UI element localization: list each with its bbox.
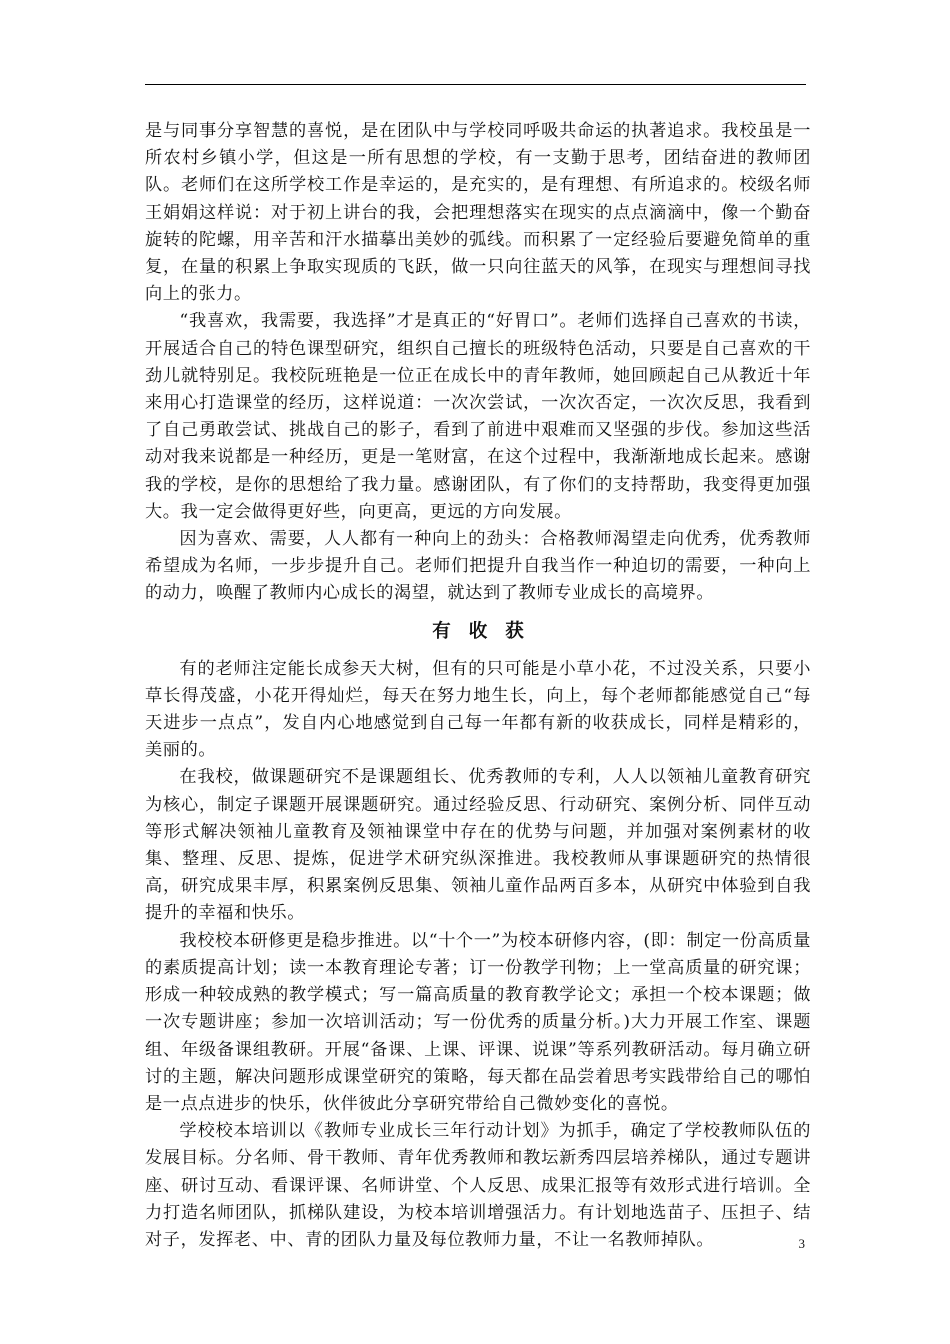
section-heading: 有收获 — [432, 620, 542, 642]
paragraph: 因为喜欢、需要，人人都有一种向上的劲头：合格教师渴望走向优秀，优秀教师希望成为名师，一步步提升自己。老师们把提升自我当作一种迫切的需要，一种向上的动力，唤醒了教师内心成长的渴望，就达到了教师专业成长的高境界。 — [145, 529, 811, 604]
paragraph: 学校校本培训以《教师专业成长三年行动计划》为抓手，确定了学校教师队伍的发展目标。分名师、骨干教师、青年优秀教师和教坛新秀四层培养梯队，通过专题讲座、研讨互动、看课评课、名师讲堂、个人反思、成果汇报等有效形式进行培训。全力打造名师团队，抓梯队建设，为校本培训增强活力。有计划地选苗子、压担子、结对子，发挥老、中、青的团队力量及每位教师力量，不让一名教师掉队。 — [145, 1121, 811, 1250]
paragraph: 在我校，做课题研究不是课题组长、优秀教师的专利，人人以领袖儿童教育研究为核心，制定子课题开展课题研究。通过经验反思、行动研究、案例分析、同伴互动等形式解决领袖儿童教育及领袖课堂中存在的优势与问题，并加强对案例素材的收集、整理、反思、提炼，促进学术研究纵深推进。我校教师从事课题研究的热情很高，研究成果丰厚，积累案例反思集、领袖儿童作品两百多本，从研究中体验到自我提升的幸福和快乐。 — [145, 767, 811, 924]
paragraph: “我喜欢，我需要，我选择”才是真正的“好胃口”。老师们选择自己喜欢的书读，开展适合自己的特色课型研究，组织自己擅长的班级特色活动，只要是自己喜欢的干劲儿就特别足。我校阮班艳是一位正在成长中的青年教师，她回顾起自己从教近十年来用心打造课堂的经历，这样说道：一次次尝试，一次次否定，一次次反思，我看到了自己勇敢尝试、挑战自己的影子，看到了前进中艰难而又坚强的步伐。参加这些活动对我来说都是一种经历，更是一笔财富，在这个过程中，我渐渐地成长起来。感谢我的学校，是你的思想给了我力量。感谢团队，有了你们的支持帮助，我变得更加强大。我一定会做得更好些，向更高，更远的方向发展。 — [145, 311, 811, 522]
paragraph: 有的老师注定能长成参天大树，但有的只可能是小草小花，不过没关系，只要小草长得茂盛，小花开得灿烂，每天在努力地生长，向上，每个老师都能感觉自己“每天进步一点点”，发自内心地感觉到自己每一年都有新的收获成长，同样是精彩的，美丽的。 — [145, 658, 811, 761]
document-body — [145, 118, 811, 1254]
page-number: 3 — [798, 1236, 805, 1251]
header-rule — [145, 84, 806, 85]
paragraph: 是与同事分享智慧的喜悦，是在团队中与学校同呼吸共命运的执著追求。我校虽是一所农村乡镇小学，但这是一所有思想的学校，有一支勤于思考，团结奋进的教师团队。老师们在这所学校工作是幸运的，是充实的，是有理想、有所追求的。校级名师王娟娟这样说：对于初上讲台的我，会把理想落实在现实的点点滴滴中，像一个勤奋旋转的陀螺，用辛苦和汗水描摹出美妙的弧线。而积累了一定经验后要避免简单的重复，在量的积累上争取实现质的飞跃，做一只向往蓝天的风筝，在现实与理想间寻找向上的张力。 — [145, 121, 811, 305]
paragraph: 我校校本研修更是稳步推进。以“十个一”为校本研修内容，(即：制定一份高质量的素质提高计划；读一本教育理论专著；订一份教学刊物；上一堂高质量的研究课；形成一种较成熟的教学模式；写一篇高质量的教育教学论文；承担一个校本课题；做一次专题讲座；参加一次培训活动；写一份优秀的质量分析。)大力开展工作室、课题组、年级备课组教研。开展“备课、上课、评课、说课”等系列教研活动。每月确立研讨的主题，解决问题形成课堂研究的策略，每天都在品尝着思考实践带给自己的哪怕是一点点进步的快乐，伙伴彼此分享研究带给自己微妙变化的喜悦。 — [145, 930, 811, 1114]
